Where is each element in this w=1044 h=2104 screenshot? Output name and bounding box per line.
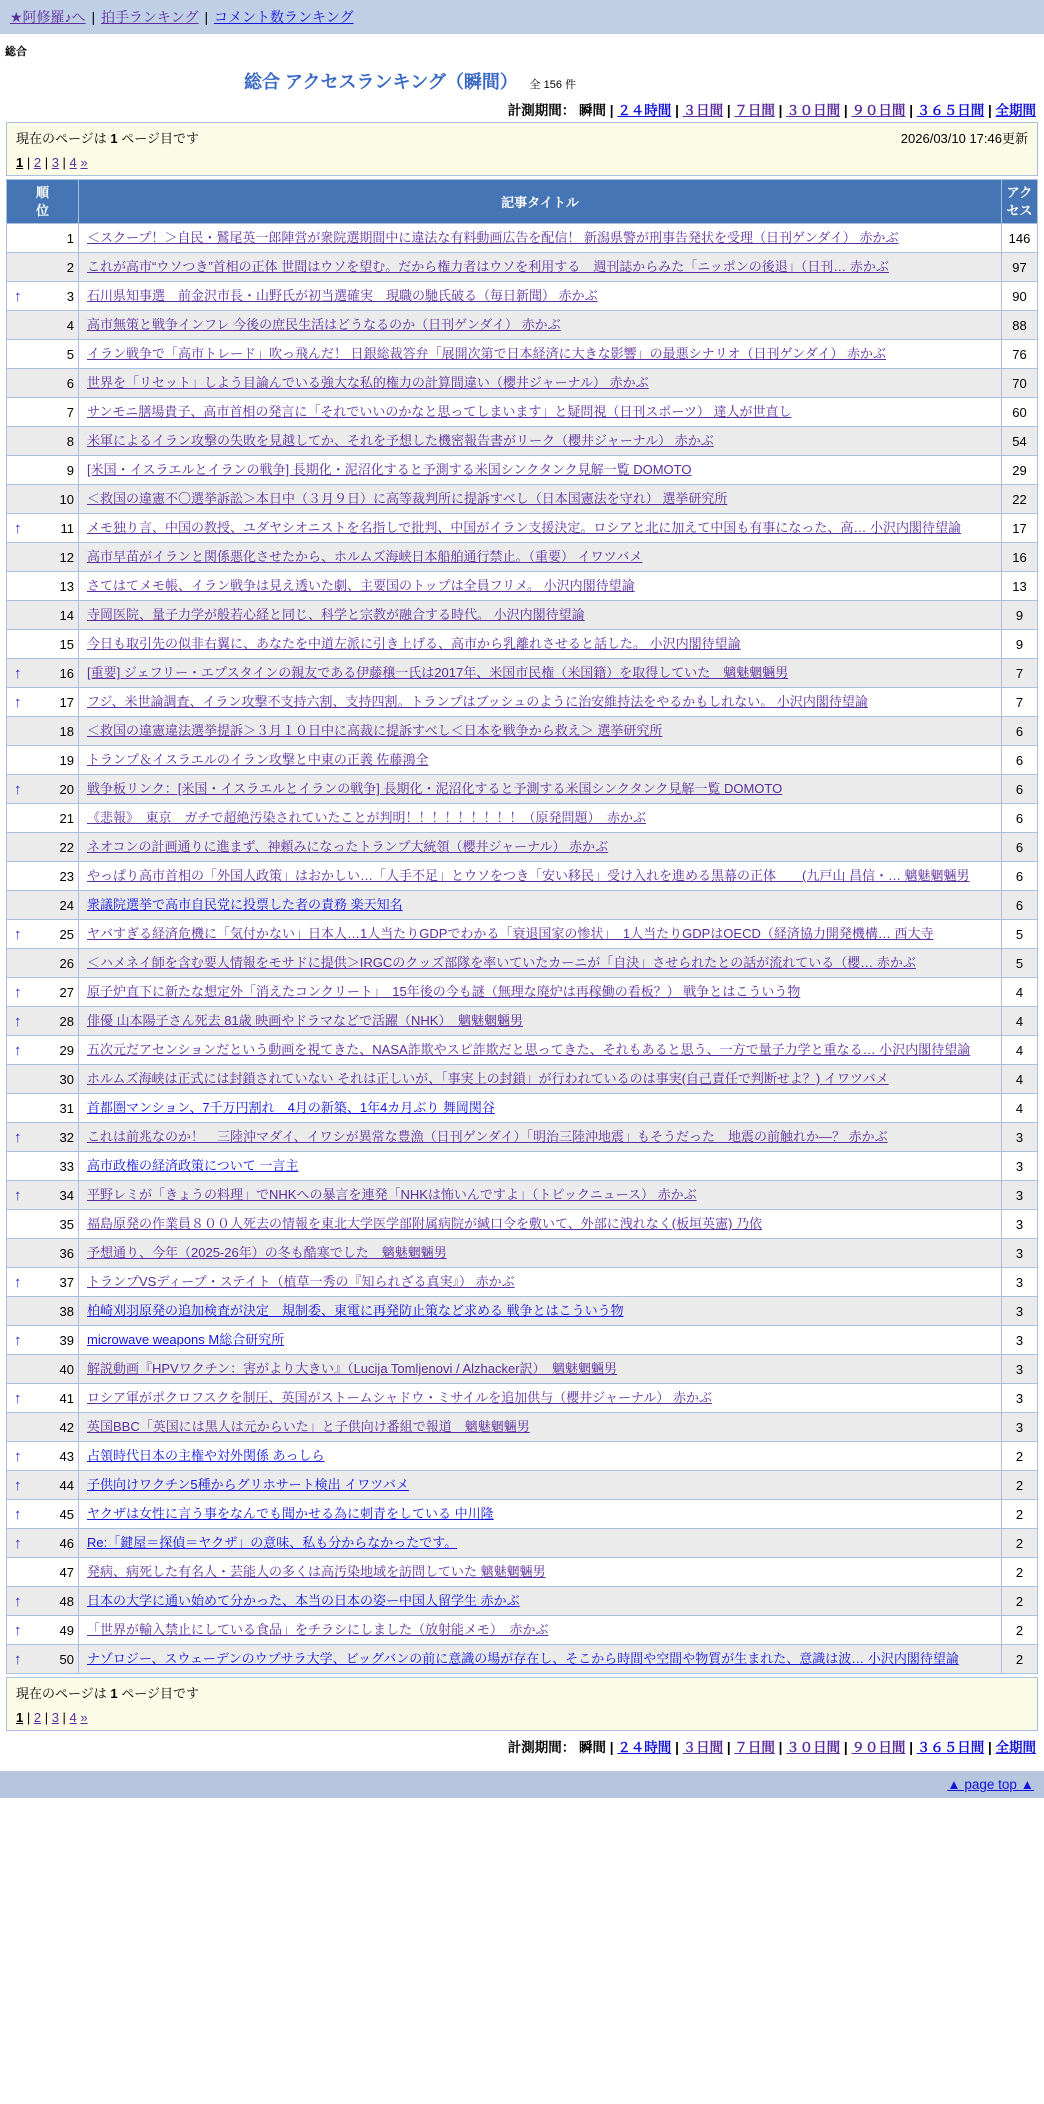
top-nav-link[interactable]: 拍手ランキング — [100, 9, 199, 25]
rank-number: 50 — [59, 1651, 74, 1667]
access-count: 6 — [1002, 717, 1038, 746]
article-link[interactable]: トランプ＆イスラエルのイラン攻撃と中東の正義 佐藤鴻全 — [87, 752, 429, 768]
pagebar-top — [6, 122, 1038, 176]
rank-number: 33 — [59, 1158, 74, 1174]
table-header-row — [7, 180, 1038, 224]
period-link[interactable]: ３０日間 — [786, 1740, 841, 1756]
access-count: 3 — [1002, 1326, 1038, 1355]
access-count: 3 — [1002, 1152, 1038, 1181]
current-page-text — [16, 128, 199, 147]
access-count: 3 — [1002, 1268, 1038, 1297]
page-title: 総合 アクセスランキング（瞬間） — [243, 72, 518, 92]
rank-number: 15 — [59, 636, 74, 652]
table-row — [7, 1326, 1038, 1355]
article-link[interactable]: [米国・イスラエルとイランの戦争] 長期化・泥沼化すると予測する米国シンクタンク見解一覧 DOMOTO — [87, 462, 692, 478]
article-link[interactable]: これは前兆なのか！ 三陸沖マダイ、イワシが異常な豊漁（日刊ゲンダイ）「明治三陸沖地震」もそうだった 地震の前触れか―？ 赤かぶ — [87, 1129, 888, 1145]
table-row — [7, 1587, 1038, 1616]
access-count: 6 — [1002, 891, 1038, 920]
rank-up-icon: ↑ — [14, 1273, 22, 1291]
table-row — [7, 920, 1038, 949]
article-link[interactable]: ヤクザは女性に言う事をなんでも聞かせる為に刺青をしている 中川隆 — [87, 1506, 494, 1522]
rank-up-icon: ↑ — [14, 1389, 22, 1407]
table-row — [7, 543, 1038, 572]
article-link[interactable]: サンモニ膳場貴子、高市首相の発言に「それでいいのかなと思ってしまいます」と疑問視（日刊スポーツ） 達人が世直し — [87, 404, 792, 420]
rank-number: 5 — [66, 346, 74, 362]
access-count: 54 — [1002, 427, 1038, 456]
rank-number: 6 — [66, 375, 74, 391]
rank-number: 11 — [60, 520, 74, 536]
article-link[interactable]: 高市政権の経済政策について 一言主 — [87, 1158, 299, 1174]
ranking-body — [7, 224, 1038, 1674]
table-row — [7, 1442, 1038, 1471]
rank-number: 13 — [59, 578, 74, 594]
period-link[interactable]: ２４時間 — [617, 103, 672, 118]
rank-number: 25 — [59, 926, 74, 942]
access-count: 90 — [1002, 282, 1038, 311]
access-count: 5 — [1002, 920, 1038, 949]
table-row — [7, 1152, 1038, 1181]
rank-number: 41 — [59, 1390, 74, 1406]
current-page-prefix: 現在のページは — [16, 131, 107, 146]
period-options: | ２４時間 | ３日間 | ７日間 | ３０日間 | ９０日間 | ３６５日間 | 全期間 — [606, 103, 1036, 118]
article-link[interactable]: さてはてメモ帳、イラン戦争は見え透いた劇、主要国のトップは全員フリメ。 小沢内閣待望論 — [87, 578, 635, 594]
period-current: 瞬間 — [579, 103, 607, 118]
period-link[interactable]: ７日間 — [734, 1740, 775, 1756]
rank-number: 49 — [59, 1622, 74, 1638]
pagebar-bottom — [6, 1677, 1038, 1731]
rank-number: 38 — [59, 1303, 74, 1319]
rank-number: 26 — [59, 955, 74, 971]
access-count: 146 — [1002, 224, 1038, 253]
rank-up-icon: ↑ — [14, 1128, 22, 1146]
current-page-prefix: 現在のページは — [16, 1686, 107, 1702]
pagination-next-link[interactable]: » — [80, 155, 88, 170]
article-link[interactable]: ネオコンの計画通りに進まず、神頼みになったトランプ大統領（櫻井ジャーナル） 赤かぶ — [87, 839, 609, 855]
period-link[interactable]: ３日間 — [682, 1740, 724, 1756]
ranking-table — [6, 179, 1038, 1674]
access-count: 3 — [1002, 1181, 1038, 1210]
table-row — [7, 1529, 1038, 1558]
table-row — [7, 398, 1038, 427]
article-link[interactable]: メモ独り言、中国の教授、ユダヤシオニストを名指しで批判、中国がイラン支援決定。ロシアと北に加えて中国も有事になった、高… 小沢内閣待望論 — [87, 520, 961, 536]
rank-number: 2 — [66, 259, 74, 275]
board-label: 総合 — [5, 46, 27, 58]
article-link[interactable]: ＜ハメネイ師を含む要人情報をモサドに提供＞IRGCのクッズ部隊を率いていたカーニが「自決」させられたとの話が流れている（櫻… 赤かぶ — [87, 955, 916, 971]
table-row — [7, 1558, 1038, 1587]
header-title: 記事タイトル — [79, 180, 1002, 224]
article-link[interactable]: ＜救国の違憲違法選挙提訴＞３月１０日中に高裁に提訴すべし＜日本を戦争から救え＞ 選挙研究所 — [87, 723, 663, 739]
access-count: 3 — [1002, 1210, 1038, 1239]
access-count: 2 — [1002, 1529, 1038, 1558]
table-row — [7, 572, 1038, 601]
article-link[interactable]: ホルムズ海峡は正式には封鎖されていない それは正しいが、「事実上の封鎖」が行われているのは事実(自己責任で判断せよ？) イワツバメ — [87, 1071, 889, 1087]
access-count: 3 — [1002, 1355, 1038, 1384]
pagination-next-link[interactable]: » — [80, 1710, 88, 1726]
rank-up-icon: ↑ — [14, 693, 22, 711]
access-count: 16 — [1002, 543, 1038, 572]
article-link[interactable]: 俳優 山本陽子さん死去 81歳 映画やドラマなどで活躍（NHK） 魑魅魍魎男 — [87, 1013, 523, 1029]
article-link[interactable]: フジ、米世論調査、イラン攻撃不支持六割、支持四割。トランプはブッシュのように治安維持法をやるかもしれない。 小沢内閣待望論 — [87, 694, 868, 710]
article-link[interactable]: Re:「鍵屋＝探偵＝ヤクザ」の意味、私も分からなかったです。 — [87, 1535, 458, 1551]
period-label: 計測期間： — [507, 1740, 576, 1756]
article-link[interactable]: 寺岡医院、量子力学が般若心経と同じ、科学と宗教が融合する時代。 小沢内閣待望論 — [87, 607, 585, 623]
article-link[interactable]: 五次元だアセンションだという動画を視てきた、NASA詐欺やスピ詐欺だと思ってきた、それもあると思う、一方で量子力学と重なる… 小沢内閣待望論 — [87, 1042, 971, 1058]
rank-number: 30 — [59, 1071, 74, 1087]
title-block — [0, 68, 820, 94]
access-count: 97 — [1002, 253, 1038, 282]
rank-number: 45 — [59, 1506, 74, 1522]
top-nav-link[interactable]: ★阿修羅♪へ — [10, 9, 86, 25]
article-link[interactable]: 高市無策と戦争インフレ 今後の庶民生活はどうなるのか（日刊ゲンダイ） 赤かぶ — [87, 317, 561, 333]
current-page-number: 1 — [110, 131, 118, 146]
period-link[interactable]: ９０日間 — [851, 103, 906, 118]
article-link[interactable]: イラン戦争で「高市トレード」吹っ飛んだ！ 日銀総裁答弁「展開次第で日本経済に大きな影響」の最悪シナリオ（日刊ゲンダイ） 赤かぶ — [87, 346, 887, 362]
access-count: 3 — [1002, 1123, 1038, 1152]
rank-up-icon: ↑ — [14, 1476, 22, 1494]
period-current: 瞬間 — [579, 1740, 607, 1756]
article-link[interactable]: 子供向けワクチン5種からグリホサート検出 イワツバメ — [87, 1477, 409, 1493]
access-count: 4 — [1002, 1065, 1038, 1094]
rank-up-icon: ↑ — [14, 1041, 22, 1059]
rank-up-icon: ↑ — [14, 1012, 22, 1030]
period-label: 計測期間： — [507, 103, 576, 118]
article-link[interactable]: 英国BBC「英国には黒人は元からいた」と子供向け番組で報道 魑魅魍魎男 — [87, 1419, 530, 1435]
page-top-link[interactable]: ▲ page top ▲ — [947, 1777, 1034, 1793]
rank-number: 29 — [59, 1042, 74, 1058]
access-count: 29 — [1002, 456, 1038, 485]
table-row — [7, 1645, 1038, 1674]
article-link[interactable]: 「世界が輸入禁止にしている食品」をチラシにしました（放射能メモ） 赤かぶ — [87, 1622, 549, 1638]
article-link[interactable]: 予想通り、今年（2025-26年）の冬も酷寒でした 魑魅魍魎男 — [87, 1245, 447, 1261]
rank-number: 35 — [59, 1216, 74, 1232]
period-bar-top — [0, 99, 1044, 119]
rank-number: 17 — [59, 694, 74, 710]
rank-number: 24 — [59, 897, 74, 913]
table-row — [7, 1355, 1038, 1384]
total-count: 全 156 件 — [529, 79, 576, 91]
rank-number: 39 — [59, 1332, 74, 1348]
article-link[interactable]: ロシア軍がポクロフスクを制圧、英国がストームシャドウ・ミサイルを追加供与（櫻井ジャーナル） 赤かぶ — [87, 1390, 713, 1406]
table-row — [7, 485, 1038, 514]
access-count: 4 — [1002, 1036, 1038, 1065]
pagination-current: 1 — [16, 1710, 24, 1726]
article-link[interactable]: 占領時代日本の主権や対外関係 あっしら — [87, 1448, 325, 1464]
access-count: 2 — [1002, 1558, 1038, 1587]
period-link[interactable]: ２４時間 — [617, 1740, 672, 1756]
rank-number: 40 — [59, 1361, 74, 1377]
access-count: 9 — [1002, 630, 1038, 659]
pagination-link[interactable]: 4 — [69, 1710, 77, 1726]
rank-up-icon: ↑ — [14, 287, 22, 305]
current-page-suffix: ページ目です — [121, 1686, 199, 1702]
access-count: 5 — [1002, 949, 1038, 978]
table-row — [7, 340, 1038, 369]
rank-number: 48 — [59, 1593, 74, 1609]
article-link[interactable]: 発病、病死した有名人・芸能人の多くは高汚染地域を訪問していた 魑魅魍魎男 — [87, 1564, 546, 1580]
table-row — [7, 804, 1038, 833]
access-count: 70 — [1002, 369, 1038, 398]
table-row — [7, 688, 1038, 717]
access-count: 13 — [1002, 572, 1038, 601]
period-link[interactable]: ７日間 — [734, 103, 775, 118]
table-row — [7, 891, 1038, 920]
table-row — [7, 1500, 1038, 1529]
rank-number: 42 — [59, 1419, 74, 1435]
table-row — [7, 1268, 1038, 1297]
table-row — [7, 1007, 1038, 1036]
access-count: 4 — [1002, 1094, 1038, 1123]
access-count: 3 — [1002, 1239, 1038, 1268]
table-row — [7, 775, 1038, 804]
rank-number: 19 — [59, 752, 74, 768]
article-link[interactable]: 柏崎刈羽原発の追加検査が決定 規制委、東電に再発防止策など求める 戦争とはこういう物 — [87, 1303, 624, 1319]
period-link[interactable]: ９０日間 — [851, 1740, 906, 1756]
access-count: 22 — [1002, 485, 1038, 514]
rank-number: 27 — [59, 984, 74, 1000]
rank-number: 7 — [66, 404, 74, 420]
rank-number: 23 — [59, 868, 74, 884]
table-row — [7, 1210, 1038, 1239]
pagetop-bar — [0, 1771, 1044, 1798]
current-page-suffix: ページ目です — [121, 131, 199, 146]
article-link[interactable]: トランプVSディープ・ステイト（植草一秀の『知られざる真実』） 赤かぶ — [87, 1274, 515, 1290]
article-link[interactable]: これが高市“ウソつき”首相の正体 世間はウソを望む。だから権力者はウソを利用する 週刊誌からみた「ニッポンの後退」（日刊… 赤かぶ — [87, 259, 889, 275]
period-link[interactable]: ３０日間 — [786, 103, 841, 118]
period-link[interactable]: 全期間 — [995, 103, 1036, 118]
pagination-current: 1 — [16, 155, 24, 170]
access-count: 2 — [1002, 1645, 1038, 1674]
article-link[interactable]: 解説動画『HPVワクチン：害がより大きい』（Lucija Tomljenovi / Alzhacker訳） 魑魅魍魎男 — [87, 1361, 618, 1377]
access-count: 9 — [1002, 601, 1038, 630]
rank-number: 9 — [66, 462, 74, 478]
pagination-link[interactable]: 2 — [33, 1710, 42, 1726]
table-row — [7, 311, 1038, 340]
pagination-link[interactable]: 3 — [51, 1710, 59, 1726]
article-link[interactable]: 福島原発の作業員８００人死去の情報を東北大学医学部附属病院が緘口令を敷いて、外部に洩れなく(板垣英憲) 乃依 — [87, 1216, 763, 1232]
rank-number: 16 — [59, 665, 74, 681]
header-access: アクセス — [1002, 180, 1038, 224]
access-count: 4 — [1002, 1007, 1038, 1036]
rank-number: 47 — [59, 1564, 74, 1580]
article-link[interactable]: ＜救国の違憲不〇選挙訴訟＞本日中（３月９日）に高等裁判所に提訴すべし（日本国憲法を守れ） 選挙研究所 — [87, 491, 728, 507]
table-row — [7, 1065, 1038, 1094]
table-row — [7, 282, 1038, 311]
access-count: 2 — [1002, 1471, 1038, 1500]
top-nav-links: ★阿修羅♪へ | 拍手ランキング | コメント数ランキング — [10, 9, 354, 25]
access-count: 88 — [1002, 311, 1038, 340]
table-row — [7, 369, 1038, 398]
table-row — [7, 1471, 1038, 1500]
rank-number: 21 — [59, 810, 74, 826]
rank-number: 10 — [59, 491, 74, 507]
table-row — [7, 1413, 1038, 1442]
rank-up-icon: ↑ — [14, 925, 22, 943]
rank-up-icon: ↑ — [14, 1650, 22, 1668]
article-link[interactable]: 《悲報》 東京 ガチで超絶汚染されていたことが判明！！！！！！！！！（原発問題） 赤かぶ — [87, 810, 647, 826]
table-row — [7, 514, 1038, 543]
rank-up-icon: ↑ — [14, 780, 22, 798]
access-count: 7 — [1002, 688, 1038, 717]
access-count: 2 — [1002, 1442, 1038, 1471]
article-link[interactable]: ＜スクープ！＞自民・鷲尾英一郎陣営が衆院選期間中に違法な有料動画広告を配信！ 新潟県警が刑事告発状を受理（日刊ゲンダイ） 赤かぶ — [87, 230, 899, 246]
article-link[interactable]: 石川県知事選 前金沢市長・山野氏が初当選確実 現職の馳氏破る（毎日新聞） 赤かぶ — [87, 288, 598, 304]
table-row — [7, 253, 1038, 282]
table-row — [7, 1384, 1038, 1413]
rank-number: 22 — [59, 839, 74, 855]
article-link[interactable]: [重要] ジェフリー・エプスタインの親友である伊藤穣一氏は2017年、米国市民権（米国籍）を取得していた 魑魅魍魎男 — [87, 665, 789, 681]
rank-number: 20 — [59, 781, 74, 797]
rank-up-icon: ↑ — [14, 1505, 22, 1523]
rank-number: 1 — [66, 230, 74, 246]
access-count: 2 — [1002, 1500, 1038, 1529]
access-count: 3 — [1002, 1413, 1038, 1442]
rank-number: 34 — [59, 1187, 74, 1203]
table-row — [7, 659, 1038, 688]
access-count: 76 — [1002, 340, 1038, 369]
article-link[interactable]: 戦争板リンク：[米国・イスラエルとイランの戦争] 長期化・泥沼化すると予測する米国シンクタンク見解一覧 DOMOTO — [87, 781, 783, 797]
period-bar-bottom — [0, 1736, 1044, 1756]
table-row — [7, 862, 1038, 891]
period-link[interactable]: ３日間 — [682, 103, 724, 118]
article-link[interactable]: 米軍によるイラン攻撃の失敗を見越してか、それを予想した機密報告書がリーク（櫻井ジャーナル） 赤かぶ — [87, 433, 714, 449]
table-row — [7, 601, 1038, 630]
rank-up-icon: ↑ — [14, 1592, 22, 1610]
rank-number: 28 — [59, 1013, 74, 1029]
rank-up-icon: ↑ — [14, 1447, 22, 1465]
access-count: 3 — [1002, 1384, 1038, 1413]
table-row — [7, 717, 1038, 746]
period-link[interactable]: ３６５日間 — [916, 1740, 985, 1756]
access-count: 2 — [1002, 1587, 1038, 1616]
rank-up-icon: ↑ — [14, 519, 22, 537]
article-link[interactable]: 首都圏マンション、7千万円割れ 4月の新築、1年4カ月ぶり 舞岡関谷 — [87, 1100, 495, 1116]
pagination: 1 | 2 | 3 | 4 » — [16, 155, 88, 170]
period-options: | ２４時間 | ３日間 | ７日間 | ３０日間 | ９０日間 | ３６５日間 | 全期間 — [606, 1740, 1036, 1756]
article-link[interactable]: 高市早苗がイランと関係悪化させたから、ホルムズ海峡日本船舶通行禁止。（重要） イワツバメ — [87, 549, 643, 565]
rank-up-icon: ↑ — [14, 1186, 22, 1204]
access-count: 6 — [1002, 833, 1038, 862]
rank-number: 31 — [59, 1100, 74, 1116]
period-link[interactable]: 全期間 — [995, 1740, 1036, 1756]
table-row — [7, 949, 1038, 978]
table-row — [7, 427, 1038, 456]
top-nav-link[interactable]: コメント数ランキング — [214, 9, 354, 25]
access-count: 6 — [1002, 746, 1038, 775]
header-rank: 順位 — [7, 180, 79, 224]
table-row — [7, 1123, 1038, 1152]
article-link[interactable]: ヤバすぎる経済危機に「気付かない」日本人…1人当たりGDPでわかる「衰退国家の惨状」 1人当たりGDPはOECD（経済協力開発機構… 西大寺 — [87, 926, 934, 942]
table-row — [7, 1036, 1038, 1065]
rank-number: 14 — [59, 607, 74, 623]
updated-timestamp: 2026/03/10 17:46更新 — [900, 131, 1028, 146]
rank-up-icon: ↑ — [14, 1621, 22, 1639]
rank-up-icon: ↑ — [14, 983, 22, 1001]
period-link[interactable]: ３６５日間 — [916, 103, 985, 118]
access-count: 7 — [1002, 659, 1038, 688]
article-link[interactable]: 世界を「リセット」しよう目論んでいる強大な私的権力の計算間違い（櫻井ジャーナル） 赤かぶ — [87, 375, 649, 391]
rank-up-icon: ↑ — [14, 1331, 22, 1349]
rank-number: 18 — [59, 723, 74, 739]
table-row — [7, 746, 1038, 775]
article-link[interactable]: 今日も取引先の似非右翼に、あなたを中道左派に引き上げる、高市から乳離れさせると話した。 小沢内閣待望論 — [87, 636, 741, 652]
table-row — [7, 630, 1038, 659]
article-link[interactable]: やっぱり高市首相の「外国人政策」はおかしい…「人手不足」とウソをつき「安い移民」受け入れを進める黒幕の正体 (九戸山 昌信・… 魑魅魍魎男 — [87, 868, 970, 884]
bottom-spacer — [0, 1798, 1044, 1832]
access-count: 6 — [1002, 804, 1038, 833]
rank-up-icon: ↑ — [14, 1534, 22, 1552]
table-row — [7, 978, 1038, 1007]
table-row — [7, 1181, 1038, 1210]
rank-number: 44 — [59, 1477, 74, 1493]
rank-number: 32 — [59, 1129, 74, 1145]
table-row — [7, 456, 1038, 485]
article-link[interactable]: microwave weapons M総合研究所 — [87, 1332, 285, 1348]
rank-number: 46 — [59, 1535, 74, 1551]
rank-number: 3 — [66, 288, 74, 304]
table-row — [7, 1239, 1038, 1268]
article-link[interactable]: 平野レミが「きょうの料理」でNHKへの暴言を連発「NHKは怖いんですよ」（トピックニュース） 赤かぶ — [87, 1187, 697, 1203]
rank-number: 37 — [59, 1274, 74, 1290]
current-page-number: 1 — [110, 1686, 118, 1702]
top-nav — [0, 0, 1044, 34]
pagination-link[interactable]: 3 — [51, 155, 59, 170]
rank-number: 4 — [66, 317, 74, 333]
article-link[interactable]: ナゾロジー、スウェーデンのウプサラ大学、ビッグバンの前に意識の場が存在し、そこから時間や空間や物質が生まれた、意識は波… 小沢内閣待望論 — [87, 1651, 959, 1667]
article-link[interactable]: 日本の大学に通い始めて分かった、本当の日本の姿ー中国人留学生 赤かぶ — [87, 1593, 520, 1609]
table-row — [7, 224, 1038, 253]
article-link[interactable]: 衆議院選挙で高市自民党に投票した者の責務 楽天知名 — [87, 897, 403, 913]
rank-up-icon: ↑ — [14, 664, 22, 682]
rank-number: 8 — [66, 433, 74, 449]
access-count: 3 — [1002, 1297, 1038, 1326]
table-row — [7, 833, 1038, 862]
table-row — [7, 1094, 1038, 1123]
access-count: 6 — [1002, 775, 1038, 804]
pagination: 1 | 2 | 3 | 4 » — [16, 1710, 88, 1726]
rank-number: 43 — [59, 1448, 74, 1464]
access-count: 4 — [1002, 978, 1038, 1007]
access-count: 6 — [1002, 862, 1038, 891]
access-count: 17 — [1002, 514, 1038, 543]
rank-number: 12 — [59, 549, 74, 565]
pagination-link[interactable]: 4 — [69, 155, 77, 170]
table-row — [7, 1297, 1038, 1326]
access-count: 2 — [1002, 1616, 1038, 1645]
current-page-text — [16, 1683, 199, 1702]
article-link[interactable]: 原子炉直下に新たな想定外「消えたコンクリート」 15年後の今も謎（無理な廃炉は再稼働の看板？） 戦争とはこういう物 — [87, 984, 801, 1000]
pagination-link[interactable]: 2 — [33, 155, 42, 170]
access-count: 60 — [1002, 398, 1038, 427]
table-row — [7, 1616, 1038, 1645]
rank-number: 36 — [59, 1245, 74, 1261]
